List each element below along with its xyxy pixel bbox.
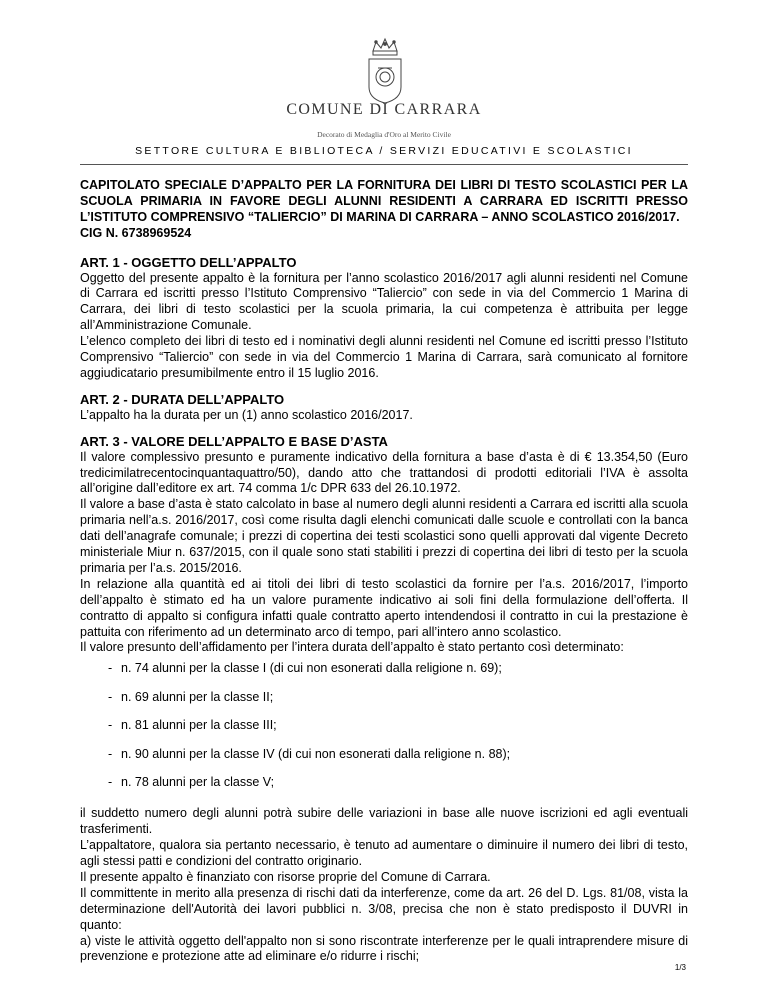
article-3-paragraph-1: Il valore complessivo presunto e puramente indicativo della fornitura a base d’asta è di € 13.354,50 (Euro tredicimilatrecentocinquantaquattro/50), dando atto che trattandosi di prodotti editoriali l’IVA è assolta all’origine dall’editore ex art. 74 comma 1/c DPR 633 del 26.10.1972. <box>80 449 688 496</box>
list-dash: - <box>108 746 113 761</box>
list-item: - n. 90 alunni per la classe IV (di cui non esonerati dalla religione n. 88); <box>108 746 511 761</box>
comune-name: COMUNE DI CARRARA <box>286 101 482 118</box>
document-body <box>80 178 688 965</box>
article-3-paragraph-6: L’appaltatore, qualora sia pertanto necessario, è tenuto ad aumentare o diminuire il numero dei libri di testo, agli stessi patti e condizioni del contratto originario. <box>80 838 688 869</box>
article-3-paragraph-9: a) viste le attività oggetto dell'appalto non si sono riscontrate interferenze per le quali intraprendere misure di prevenzione e protezione atte ad eliminare e/o ridurre i rischi; <box>80 933 688 964</box>
article-1-paragraph-1: Oggetto del presente appalto è la fornitura per l’anno scolastico 2016/2017 agli alunni residenti nel Comune di Carrara ed iscritti presso l’Istituto Comprensivo “Taliercio” con sede in via del Commercio 1 Marina di Carrara, dei libri di testo scolastici per la scuola primaria, la cui competenza è attribuita per legge all’Amministrazione Comunale. <box>80 270 688 333</box>
article-2-heading: ART. 2 - DURATA DELL’APPALTO <box>80 391 285 407</box>
list-item: - n. 78 alunni per la classe V; <box>108 774 275 789</box>
article-1-paragraph-2: L’elenco completo dei libri di testo ed i nominativi degli alunni residenti nel Comune ed iscritti presso l’Istituto Comprensivo “Taliercio” con sede in via del Commercio 1 Marina di Carrara, sarà comunicato al fornitore aggiudicatario presumibilmente entro il 15 luglio 2016. <box>80 334 688 380</box>
list-item: - n. 81 alunni per la classe III; <box>108 718 277 733</box>
comune-motto: Decorato di Medaglia d'Oro al Merito Civile <box>317 130 451 139</box>
page-number: 1/3 <box>674 963 686 972</box>
article-3-paragraph-4: Il valore presunto dell’affidamento per l’intera durata dell’appalto è stato pertanto così determinato: <box>80 640 624 655</box>
article-3-paragraph-5: il suddetto numero degli alunni potrà subire delle variazioni in base alle nuove iscrizioni ed agli eventuali trasferimenti. <box>80 806 688 837</box>
article-3-paragraph-2: Il valore a base d’asta è stato calcolato in base al numero degli alunni residenti a Carrara ed iscritti alla scuola primaria nell’a.s. 2016/2017, così come risulta dagli elenchi comunicati dalle scuole e controllati con la banca dati dell’anagrafe comunale; i prezzi di copertina dei testi scolastici sono quelli approvati dal vigente Decreto ministeriale Miur n. 637/2015, con il quale sono stati stabiliti i prezzi di copertina dei libri di testo per la scuola primaria per l’a.s. 2015/2016. <box>80 497 688 575</box>
article-3-paragraph-7: Il presente appalto è finanziato con risorse proprie del Comune di Carrara. <box>80 869 491 884</box>
list-dash: - <box>108 718 113 733</box>
comune-crest-logo <box>364 37 406 105</box>
list-dash: - <box>108 774 113 789</box>
list-dash: - <box>108 689 113 704</box>
list-item: - n. 69 alunni per la classe II; <box>108 689 274 704</box>
cig-number: CIG N. 6738969524 <box>80 225 192 240</box>
article-3-paragraph-3: In relazione alla quantità ed ai titoli dei libri di testo scolastici da fornire per l’a.s. 2016/2017, l’importo dell’appalto è stimato ed ha un valore puramente indicativo ai soli fini della formulazione dell’offerta. Il contratto di appalto si configura infatti quale contratto aperto intendendosi il contratto in cui la prestazione è pattuita con riferimento ad un determinato arco di tempo, pari all’intero anno scolastico. <box>80 576 688 639</box>
class-list <box>80 660 688 802</box>
article-1-heading: ART. 1 - OGGETTO DELL’APPALTO <box>80 254 297 270</box>
department-title: SETTORE CULTURA E BIBLIOTECA / SERVIZI EDUCATIVI E SCOLASTICI <box>135 145 633 157</box>
article-3-heading: ART. 3 - VALORE DELL’APPALTO E BASE D’ASTA <box>80 433 388 449</box>
document-title: CAPITOLATO SPECIALE D’APPALTO PER LA FORNITURA DEI LIBRI DI TESTO SCOLASTICI PER LA SCUOLA PRIMARIA IN FAVORE DEGLI ALUNNI RESIDENTI A CARRARA ED ISCRITTI PRESSO L’ISTITUTO COMPRENSIVO “TALIERCIO” DI MARINA DI CARRARA – ANNO SCOLASTICO 2016/2017. <box>80 178 688 224</box>
list-item: - n. 74 alunni per la classe I (di cui non esonerati dalla religione n. 69); <box>108 661 502 676</box>
header-divider <box>80 164 688 165</box>
article-2-paragraph-1: L’appalto ha la durata per un (1) anno scolastico 2016/2017. <box>80 407 413 422</box>
article-3-paragraph-8: Il committente in merito alla presenza di rischi dati da interferenze, come da art. 26 del D. Lgs. 81/08, vista la determinazione dell'Autorità dei lavori pubblici n. 3/08, precisa che non è stato predisposto il DUVRI in quanto: <box>80 885 688 932</box>
list-dash: - <box>108 661 113 676</box>
